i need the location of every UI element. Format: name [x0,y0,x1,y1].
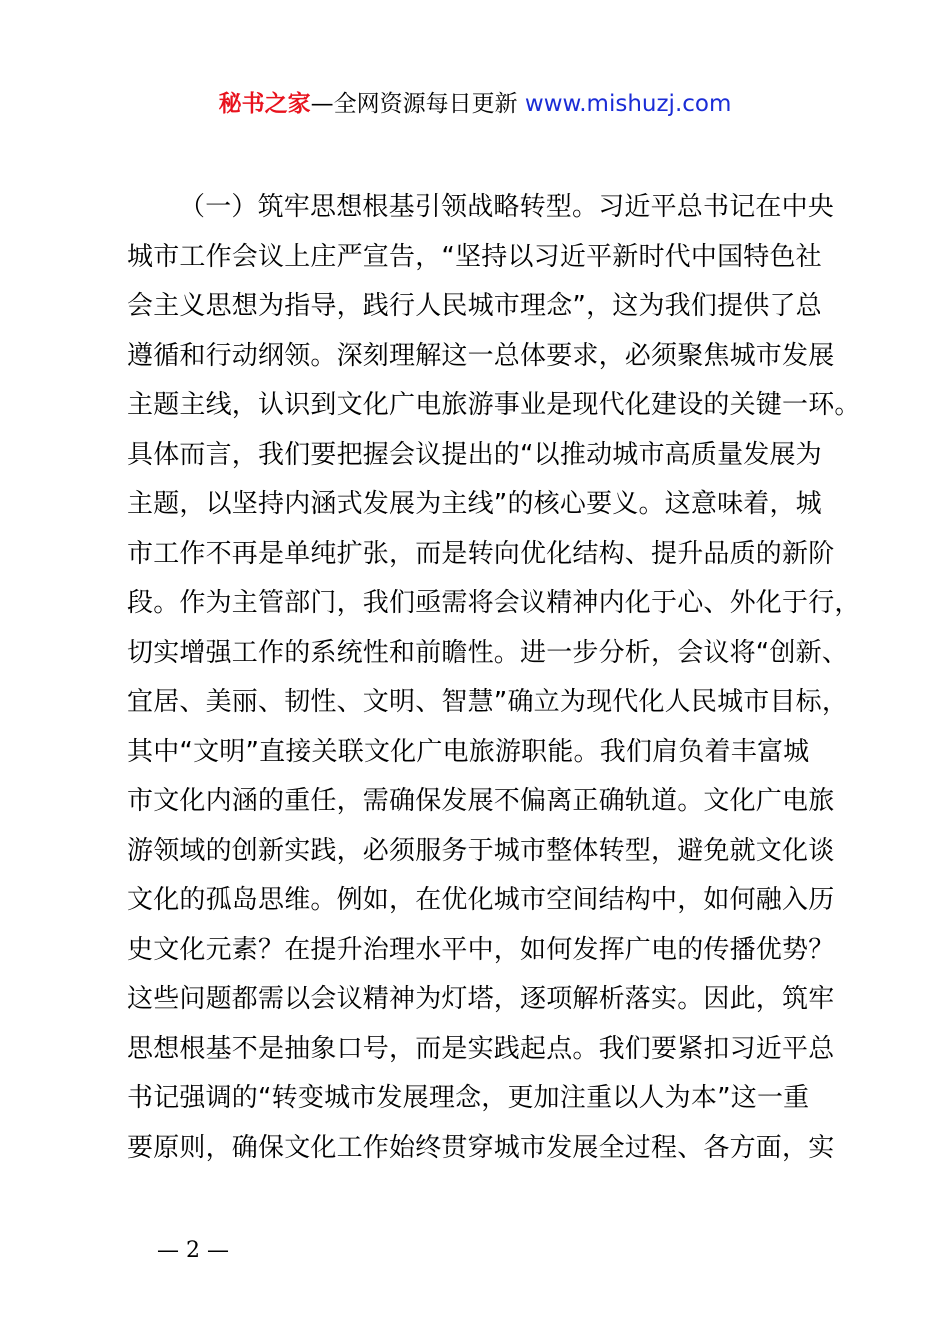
site-brand: 秘书之家 [218,91,311,117]
paragraph-line: 遵循和行动纲领。深刻理解这一总体要求，必须聚焦城市发展 [127,340,835,371]
paragraph-line: 宜居、美丽、韧性、文明、智慧”确立为现代化人民城市目标， [127,687,849,717]
paragraph-line: 市文化内涵的重任，需确保发展不偏离正确轨道。文化广电旅 [127,786,835,816]
paragraph-line: 会主义思想为指导，践行人民城市理念”，这为我们提供了总 [127,291,822,321]
paragraph-line: 市工作不再是单纯扩张，而是转向优化结构、提升品质的新阶 [127,538,835,569]
paragraph-line: 这些问题都需以会议精神为灯塔，逐项解析落实。因此，筑牢 [127,984,835,1014]
paragraph-line: 段。作为主管部门，我们亟需将会议精神内化于心、外化于行， [127,588,861,618]
paragraph-line: 游领域的创新实践，必须服务于城市整体转型，避免就文化谈 [127,835,835,866]
document-body [127,183,861,1173]
paragraph-line: 书记强调的“转变城市发展理念，更加注重以人为本”这一重 [127,1083,810,1113]
paragraph-line: 主题主线，认识到文化广电旅游事业是现代化建设的关键一环。 [127,390,861,420]
page-number: — 2 — [157,1238,229,1263]
site-url-link[interactable]: www.mishuzj.com [524,91,732,117]
paragraph-line: 要原则，确保文化工作始终贯穿城市发展全过程、各方面，实 [127,1132,835,1163]
paragraph-line: 城市工作会议上庄严宣告，“坚持以习近平新时代中国特色社 [127,241,822,272]
paragraph-line: 其中“文明”直接关联文化广电旅游职能。我们肩负着丰富城 [127,736,810,767]
paragraph-line: 思想根基不是抽象口号，而是实践起点。我们要紧扣习近平总 [127,1033,835,1064]
paragraph-line: 主题，以坚持内涵式发展为主线”的核心要义。这意味着，城 [127,489,822,519]
site-banner [0,86,950,122]
paragraph-line: 文化的孤岛思维。例如，在优化城市空间结构中，如何融入历 [127,885,835,915]
paragraph-line: 具体而言，我们要把握会议提出的“以推动城市高质量发展为 [127,439,822,470]
paragraph-line: 史文化元素？在提升治理水平中，如何发挥广电的传播优势？ [127,934,835,965]
site-tagline: —全网资源每日更新 [310,91,525,117]
paragraph-line: 切实增强工作的系统性和前瞻性。进一步分析，会议将“创新、 [127,637,849,668]
paragraph-line: （一）筑牢思想根基引领战略转型。习近平总书记在中央 [179,192,835,222]
